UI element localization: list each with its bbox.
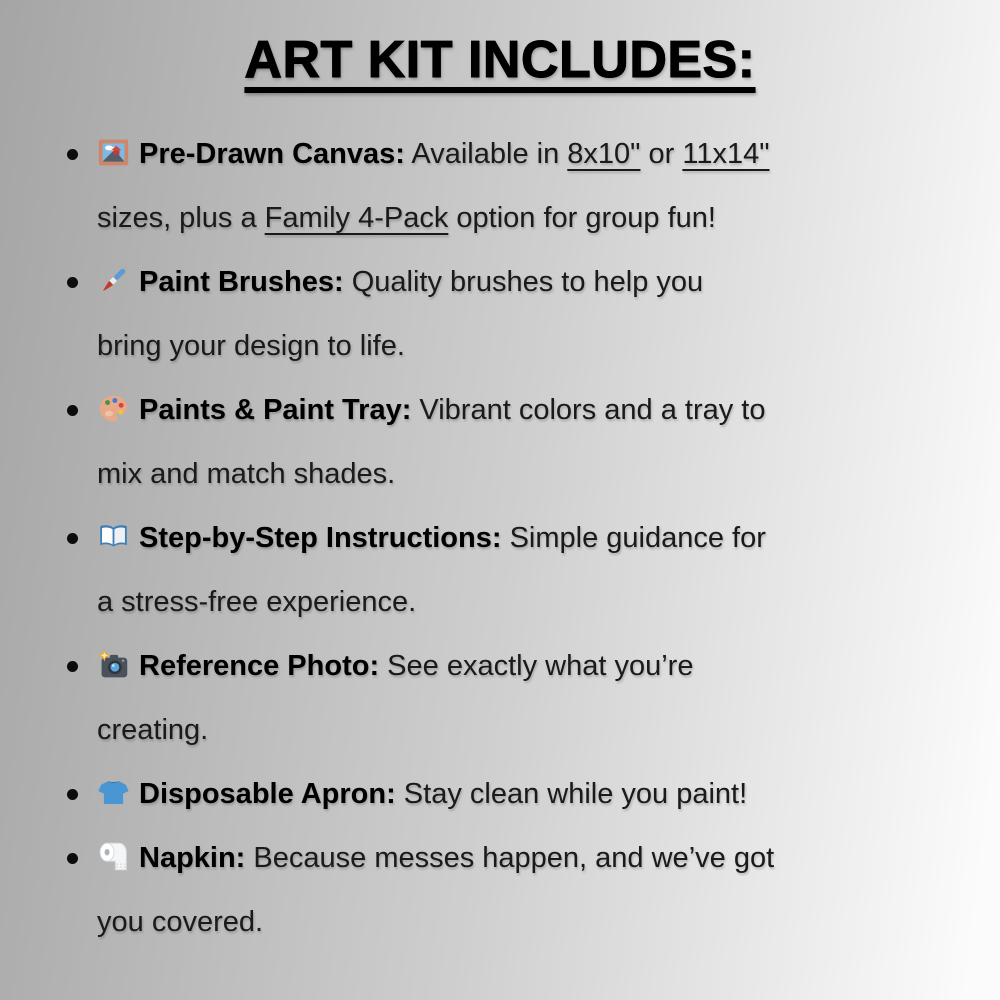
tshirt-icon (97, 776, 130, 809)
item-text-segment: or (640, 138, 683, 170)
list-item (50, 506, 956, 634)
kit-list (50, 122, 956, 954)
item-text-segment: Quality brushes to help you (351, 266, 704, 298)
page-title: ART KIT INCLUDES: (244, 31, 756, 89)
item-label: Disposable Apron: (139, 778, 396, 810)
item-text-segment: bring your design to life. (97, 330, 405, 362)
item-text-segment: See exactly what you’re (387, 650, 694, 682)
bullet-dot (67, 789, 78, 800)
list-item (50, 826, 956, 954)
item-text-segment: sizes, plus a (97, 202, 265, 234)
item-label: Pre-Drawn Canvas: (139, 138, 405, 170)
item-text-segment: creating. (97, 714, 209, 746)
item-label: Step-by-Step Instructions: (139, 522, 502, 554)
paintbrush-icon (97, 264, 130, 297)
bullet-dot (67, 405, 78, 416)
item-label: Paint Brushes: (139, 266, 344, 298)
item-label: Reference Photo: (139, 650, 380, 682)
item-text-segment: Vibrant colors and a tray to (419, 394, 766, 426)
bullet-dot (67, 661, 78, 672)
item-text-segment: mix and match shades. (97, 458, 396, 490)
item-text-segment: Simple guidance for (509, 522, 766, 554)
framed-picture-icon (97, 136, 130, 169)
item-label: Paints & Paint Tray: (139, 394, 412, 426)
palette-icon (97, 392, 130, 425)
list-item (50, 634, 956, 762)
open-book-icon (97, 520, 130, 553)
bullet-dot (67, 853, 78, 864)
bullet-dot (67, 149, 78, 160)
camera-flash-icon (97, 648, 130, 681)
bullet-dot (67, 533, 78, 544)
list-item (50, 378, 956, 506)
item-text-segment: Family 4-Pack (264, 202, 449, 234)
list-item (50, 250, 956, 378)
item-text-segment: option for group fun! (448, 202, 716, 234)
bullet-dot (67, 277, 78, 288)
item-text-segment: Stay clean while you paint! (403, 778, 748, 810)
item-text-segment: 8x10" (567, 138, 641, 170)
item-text-segment: a stress-free experience. (97, 586, 417, 618)
list-item (50, 762, 956, 826)
item-text-segment: you covered. (97, 906, 264, 938)
toilet-paper-icon (97, 840, 130, 873)
item-label: Napkin: (139, 842, 246, 874)
item-text-segment: 11x14" (682, 138, 770, 170)
item-text-segment: Because messes happen, and we’ve got (253, 842, 775, 874)
item-text-segment: Available in (411, 138, 568, 170)
list-item (50, 122, 956, 250)
